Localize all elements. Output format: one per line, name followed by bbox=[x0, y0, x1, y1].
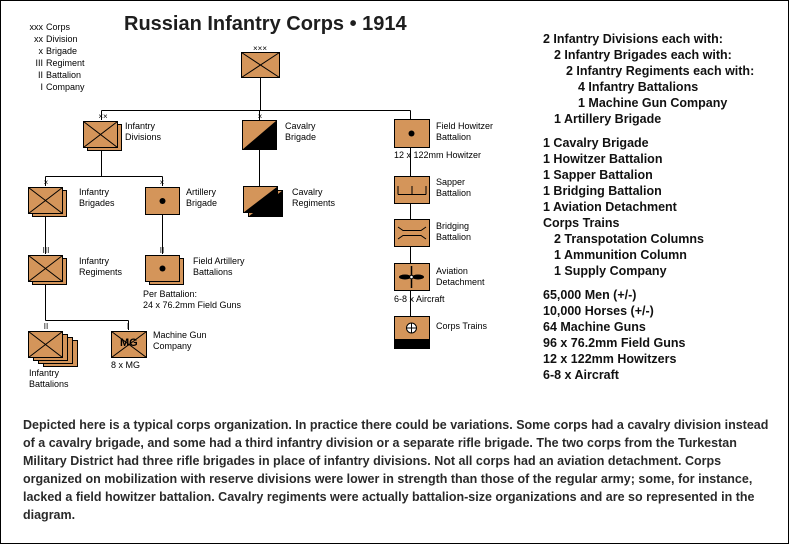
bridging-battalion-symbol bbox=[395, 220, 430, 247]
infantry-battalions-symbol bbox=[29, 332, 78, 367]
mg-symbol-text: MG bbox=[120, 337, 138, 349]
summary-line: 2 Transpotation Columns bbox=[554, 232, 705, 246]
sapper-battalion-label: Sapper Battalion bbox=[436, 177, 472, 198]
page-title: Russian Infantry Corps • 1914 bbox=[124, 13, 407, 35]
summary-line: Corps Trains bbox=[543, 216, 620, 230]
infantry-regiments-symbol bbox=[29, 256, 67, 285]
legend-item: xx Division bbox=[34, 34, 78, 44]
summary-line: 6-8 x Aircraft bbox=[543, 368, 619, 382]
infantry-divisions-label: Infantry Divisions bbox=[125, 121, 162, 142]
summary-line: 2 Infantry Divisions each with: bbox=[543, 32, 723, 46]
sapper-battalion-symbol bbox=[395, 177, 430, 204]
echelon-corps: ××× bbox=[252, 44, 268, 53]
aviation-detachment-symbol bbox=[395, 264, 430, 291]
summary-line: 12 x 122mm Howitzers bbox=[543, 352, 677, 366]
summary-line: 1 Supply Company bbox=[554, 264, 667, 278]
legend-item: III Regiment bbox=[35, 58, 85, 68]
summary-line: 1 Artillery Brigade bbox=[554, 112, 662, 126]
infantry-divisions-symbol bbox=[84, 122, 122, 151]
echelon-cavalry-brigade: × bbox=[257, 112, 263, 121]
summary-line: 1 Ammunition Column bbox=[554, 248, 687, 262]
echelon-mg-company: I bbox=[126, 322, 130, 331]
summary-line: 1 Sapper Battalion bbox=[543, 168, 653, 182]
summary-panel bbox=[543, 31, 754, 383]
field-artillery-battalions-symbol bbox=[146, 256, 184, 285]
machine-gun-note: 8 x MG bbox=[111, 360, 141, 370]
legend-item: x Brigade bbox=[38, 46, 78, 56]
machine-gun-company-label: Machine Gun Company bbox=[153, 330, 207, 351]
legend bbox=[23, 21, 85, 93]
summary-line: 4 Infantry Battalions bbox=[578, 80, 699, 94]
cavalry-brigade-symbol bbox=[243, 121, 277, 150]
corps-trains-symbol bbox=[395, 317, 430, 349]
artillery-brigade-label: Artillery Brigade bbox=[186, 187, 218, 208]
echelon-inf-battalion: II bbox=[43, 322, 49, 331]
field-howitzer-battalion-label: Field Howitzer Battalion bbox=[436, 121, 494, 142]
summary-line: 1 Bridging Battalion bbox=[543, 184, 662, 198]
summary-line: 1 Howitzer Battalion bbox=[543, 152, 663, 166]
legend-item: I Company bbox=[40, 82, 85, 92]
cavalry-regiments-symbol bbox=[244, 187, 283, 217]
corps-trains-label: Corps Trains bbox=[436, 321, 488, 331]
field-artillery-battalions-label: Field Artillery Battalions bbox=[193, 256, 245, 277]
summary-line: 1 Machine Gun Company bbox=[578, 96, 728, 110]
infantry-brigades-label: Infantry Brigades bbox=[79, 187, 115, 208]
field-howitzer-battalion-symbol bbox=[395, 120, 430, 148]
cavalry-brigade-label: Cavalry Brigade bbox=[285, 121, 317, 142]
artillery-brigade-symbol bbox=[146, 188, 180, 215]
field-howitzer-note: 12 x 122mm Howitzer bbox=[394, 150, 482, 160]
infantry-regiments-label: Infantry Regiments bbox=[79, 256, 123, 277]
echelon-artillery-brigade: × bbox=[159, 178, 165, 187]
infantry-battalions-label: Infantry Battalions bbox=[29, 368, 69, 389]
echelon-infantry-brigade: × bbox=[43, 178, 49, 187]
description-text: Depicted here is a typical corps organization. In practice there could be variations. Some corps had a cavalry division instead of a cavalry brigade, and some had a third infantry division or a separate rifle brigade. The two corps from the Turkestan Military District had three rifle brigades in place of infantry divisions. Not all corps had an aviation detachment. Corps organized on mobilization with reserve divisions were lower in strength than those of the regular army; some, for instance, lacked a field howitzer battalion. Cavalry regiments were actually battalion-size organizations and are so represented in the diagram. bbox=[23, 418, 769, 522]
infantry-brigades-symbol bbox=[29, 188, 67, 217]
summary-line: 64 Machine Guns bbox=[543, 320, 646, 334]
echelon-division: ×× bbox=[98, 112, 108, 121]
field-artillery-note: Per Battalion: 24 x 76.2mm Field Guns bbox=[143, 289, 242, 310]
legend-item: xxx Corps bbox=[29, 22, 71, 32]
summary-line: 65,000 Men (+/-) bbox=[543, 288, 637, 302]
summary-line: 10,000 Horses (+/-) bbox=[543, 304, 654, 318]
cavalry-regiments-label: Cavalry Regiments bbox=[292, 187, 336, 208]
legend-item: II Battalion bbox=[37, 70, 82, 80]
aviation-detachment-label: Aviation Detachment bbox=[436, 266, 485, 287]
summary-line: 2 Infantry Brigades each with: bbox=[554, 48, 732, 62]
echelon-regiment: III bbox=[42, 246, 50, 255]
aviation-note: 6-8 x Aircraft bbox=[394, 294, 445, 304]
summary-line: 1 Cavalry Brigade bbox=[543, 136, 649, 150]
echelon-fa-battalion: II bbox=[159, 246, 165, 255]
summary-line: 1 Aviation Detachment bbox=[543, 200, 677, 214]
corps-symbol bbox=[242, 53, 280, 78]
bridging-battalion-label: Bridging Battalion bbox=[436, 221, 472, 242]
summary-line: 96 x 76.2mm Field Guns bbox=[543, 336, 686, 350]
summary-line: 2 Infantry Regiments each with: bbox=[566, 64, 755, 78]
